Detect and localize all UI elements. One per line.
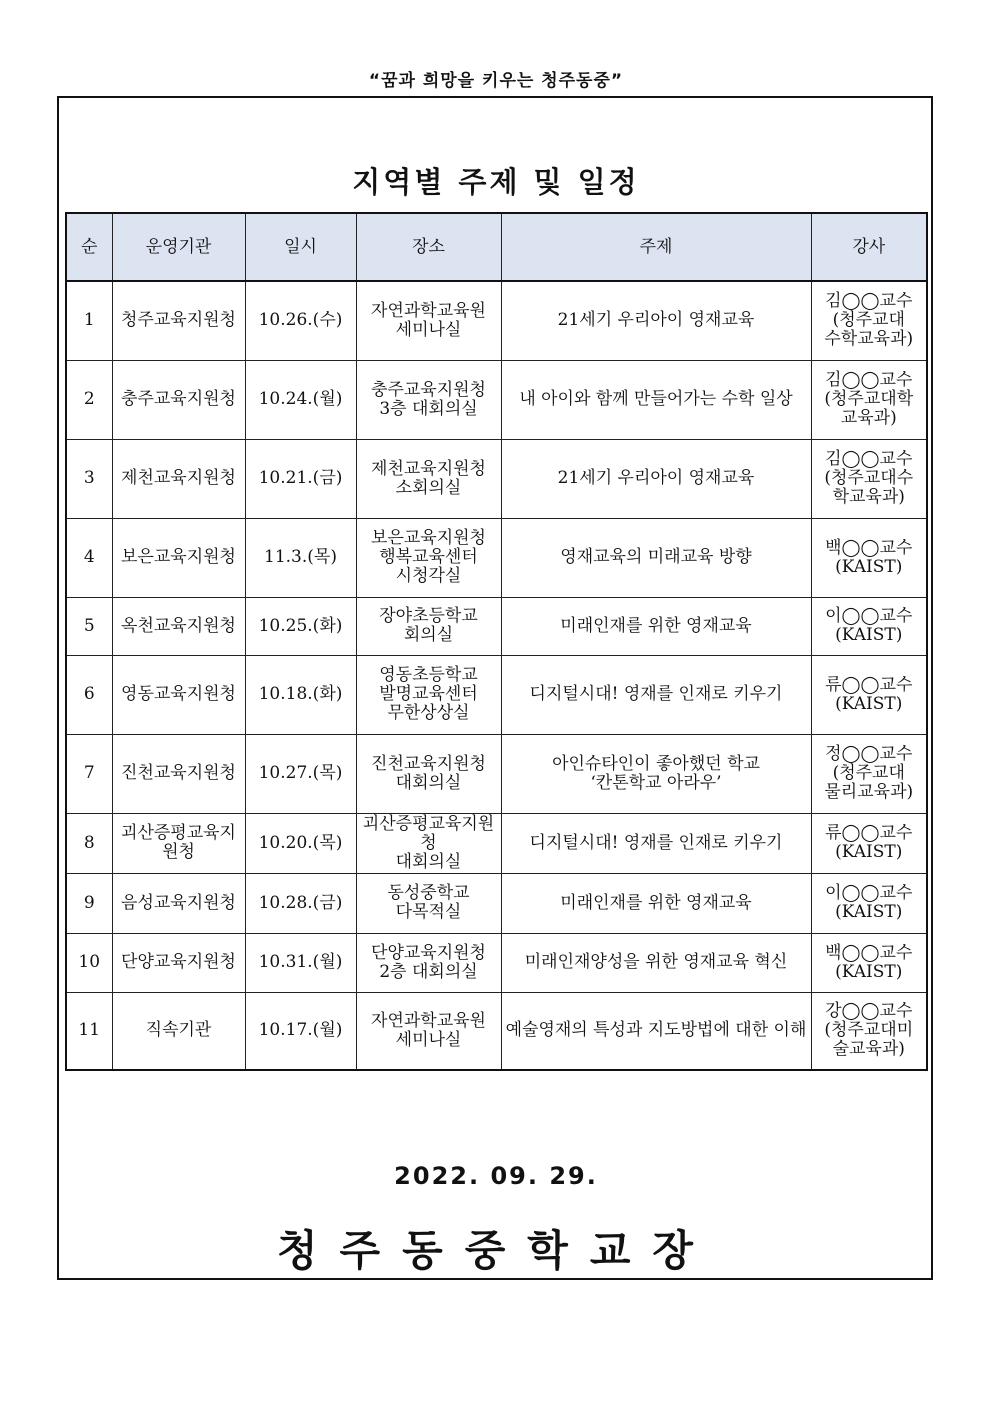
table-row (66, 360, 927, 439)
cell-place-line: 자연과학교육원 (371, 300, 486, 321)
cell-place (356, 655, 501, 734)
cell-place-line: 다목적실 (395, 902, 462, 922)
cell-lecturer-line: 이◯◯교수 (825, 883, 913, 903)
cell-lecturer (811, 933, 927, 992)
cell-org: 청주교육지원청 (112, 281, 245, 360)
cell-lecturer (811, 518, 927, 597)
cell-lecturer-line: 김◯◯교수 (825, 370, 913, 390)
cell-org: 괴산증평교육지원청 (112, 813, 245, 873)
cell-lecturer-line: 이◯◯교수 (825, 606, 913, 626)
cell-topic-line: 디지털시대! 영재를 인재로 키우기 (529, 832, 783, 853)
cell-lecturer-line: (청주교대수 (824, 468, 914, 488)
cell-place (356, 933, 501, 992)
table-row (66, 281, 927, 360)
cell-date: 10.31.(월) (245, 933, 356, 992)
cell-place-line: 발명교육센터 (379, 684, 478, 704)
cell-place-line: 괴산증평교육지원청 (362, 813, 495, 853)
cell-place-line: 회의실 (403, 625, 454, 645)
cell-no: 3 (66, 439, 112, 518)
cell-topic-line: 21세기 우리아이 영재교육 (557, 468, 755, 488)
cell-org: 옥천교육지원청 (112, 597, 245, 655)
cell-place-line: 동성중학교 (387, 883, 470, 903)
cell-lecturer-line: 물리교육과) (824, 782, 914, 802)
cell-place-line: 무한상상실 (387, 703, 470, 723)
cell-date: 10.18.(화) (245, 655, 356, 734)
table-row (66, 518, 927, 597)
col-header-lecturer: 강사 (811, 213, 927, 281)
cell-lecturer-line: 학교육과) (832, 487, 905, 507)
cell-lecturer-line: (KAIST) (835, 961, 903, 982)
cell-place-line: 세미나실 (395, 1029, 462, 1050)
cell-lecturer (811, 439, 927, 518)
cell-no: 11 (66, 992, 112, 1070)
cell-lecturer-line: 류◯◯교수 (825, 674, 913, 695)
table-row (66, 813, 927, 873)
cell-org: 직속기관 (112, 992, 245, 1070)
cell-date: 10.24.(월) (245, 360, 356, 439)
header-motto: “꿈과 희망을 키우는 청주동중” (368, 71, 624, 91)
cell-lecturer-line: (청주교대 (832, 310, 905, 331)
table-row (66, 933, 927, 992)
school-signature: 청주동중학교장 (276, 1226, 715, 1275)
cell-topic-line: 미래인재양성을 위한 영재교육 혁신 (524, 952, 788, 972)
cell-topic-line: 미래인재를 위한 영재교육 (560, 892, 752, 913)
cell-place-line: 시청각실 (395, 566, 462, 586)
cell-lecturer-line: 백◯◯교수 (825, 942, 913, 963)
cell-place-line: 대회의실 (395, 851, 462, 872)
cell-lecturer (811, 873, 927, 933)
cell-place-line: 소회의실 (395, 477, 462, 498)
cell-place-line: 제천교육지원청 (371, 458, 486, 479)
table-body (66, 281, 927, 1070)
cell-place (356, 734, 501, 813)
table-row (66, 992, 927, 1070)
cell-topic-line: 21세기 우리아이 영재교육 (557, 310, 755, 331)
cell-topic (501, 360, 811, 439)
document-date: 2022. 09. 29. (394, 1162, 598, 1190)
cell-date: 10.27.(목) (245, 734, 356, 813)
cell-date: 10.26.(수) (245, 281, 356, 360)
cell-lecturer-line: 정◯◯교수 (825, 744, 913, 764)
cell-lecturer (811, 360, 927, 439)
cell-place-line: 대회의실 (395, 772, 462, 793)
cell-place-line: 행복교육센터 (379, 547, 478, 567)
table-row (66, 734, 927, 813)
cell-org: 단양교육지원청 (112, 933, 245, 992)
cell-topic-line: 예술영재의 특성과 지도방법에 대한 이해 (505, 1020, 807, 1041)
cell-topic-line: 미래인재를 위한 영재교육 (560, 615, 752, 636)
cell-lecturer-line: 김◯◯교수 (825, 291, 913, 312)
cell-place-line: 보은교육지원청 (371, 528, 486, 548)
cell-date: 10.28.(금) (245, 873, 356, 933)
cell-place (356, 597, 501, 655)
col-header-no: 순 (66, 213, 112, 281)
cell-lecturer-line: (청주교대미 (824, 1020, 914, 1041)
cell-no: 7 (66, 734, 112, 813)
cell-no: 6 (66, 655, 112, 734)
cell-place-line: 2층 대회의실 (379, 961, 478, 982)
cell-place (356, 992, 501, 1070)
cell-lecturer-line: (KAIST) (835, 625, 903, 645)
cell-no: 8 (66, 813, 112, 873)
cell-lecturer (811, 734, 927, 813)
cell-place-line: 세미나실 (395, 319, 462, 340)
table-row (66, 439, 927, 518)
cell-lecturer (811, 655, 927, 734)
table-header-row (66, 213, 927, 281)
cell-place-line: 충주교육지원청 (371, 379, 486, 400)
cell-lecturer-line: 류◯◯교수 (825, 823, 913, 843)
cell-lecturer-line: 술교육과) (832, 1039, 905, 1060)
table-row (66, 655, 927, 734)
cell-org: 제천교육지원청 (112, 439, 245, 518)
cell-topic (501, 597, 811, 655)
cell-place-line: 단양교육지원청 (371, 942, 486, 963)
cell-topic-line: 내 아이와 함께 만들어가는 수학 일상 (519, 389, 793, 409)
col-header-date: 일시 (245, 213, 356, 281)
col-header-place: 장소 (356, 213, 501, 281)
cell-topic-line: 아인슈타인이 좋아했던 학교 (552, 753, 760, 774)
col-header-org: 운영기관 (112, 213, 245, 281)
cell-no: 1 (66, 281, 112, 360)
cell-topic (501, 992, 811, 1070)
cell-place (356, 281, 501, 360)
cell-lecturer-line: (청주교대 (832, 763, 905, 783)
cell-place-line: 장야초등학교 (379, 606, 478, 626)
cell-topic-line: 영재교육의 미래교육 방향 (560, 547, 752, 567)
table-row (66, 873, 927, 933)
schedule-table (65, 212, 928, 1071)
cell-lecturer-line: (KAIST) (835, 902, 903, 922)
cell-topic (501, 734, 811, 813)
cell-topic-line: 디지털시대! 영재를 인재로 키우기 (529, 684, 783, 704)
cell-lecturer-line: 강◯◯교수 (825, 1001, 913, 1022)
cell-lecturer-line: 김◯◯교수 (825, 449, 913, 469)
cell-lecturer-line: 수학교육과) (824, 329, 914, 350)
cell-topic (501, 518, 811, 597)
cell-topic (501, 655, 811, 734)
cell-lecturer-line: (KAIST) (835, 556, 903, 577)
cell-place-line: 영동초등학교 (379, 665, 478, 685)
cell-org: 진천교육지원청 (112, 734, 245, 813)
cell-place (356, 360, 501, 439)
cell-no: 10 (66, 933, 112, 992)
cell-no: 2 (66, 360, 112, 439)
cell-no: 9 (66, 873, 112, 933)
cell-lecturer (811, 992, 927, 1070)
cell-lecturer-line: 백◯◯교수 (825, 537, 913, 558)
cell-lecturer-line: (KAIST) (835, 842, 903, 862)
cell-date: 11.3.(목) (245, 518, 356, 597)
cell-org: 충주교육지원청 (112, 360, 245, 439)
cell-topic (501, 873, 811, 933)
cell-topic (501, 933, 811, 992)
cell-place (356, 873, 501, 933)
table-row (66, 597, 927, 655)
cell-topic (501, 281, 811, 360)
cell-date: 10.17.(월) (245, 992, 356, 1070)
cell-org: 영동교육지원청 (112, 655, 245, 734)
cell-org: 보은교육지원청 (112, 518, 245, 597)
cell-lecturer-line: (KAIST) (835, 693, 903, 714)
cell-place (356, 813, 501, 873)
cell-topic (501, 439, 811, 518)
cell-place (356, 439, 501, 518)
col-header-topic: 주제 (501, 213, 811, 281)
cell-topic (501, 813, 811, 873)
cell-date: 10.25.(화) (245, 597, 356, 655)
cell-no: 5 (66, 597, 112, 655)
cell-lecturer-line: 교육과) (840, 408, 897, 428)
cell-date: 10.21.(금) (245, 439, 356, 518)
cell-place-line: 자연과학교육원 (371, 1010, 486, 1031)
page-title: 지역별 주제 및 일정 (352, 165, 640, 199)
cell-place (356, 518, 501, 597)
cell-no: 4 (66, 518, 112, 597)
cell-date: 10.20.(목) (245, 813, 356, 873)
cell-place-line: 진천교육지원청 (371, 753, 486, 774)
cell-org: 음성교육지원청 (112, 873, 245, 933)
cell-lecturer (811, 281, 927, 360)
cell-topic-line: ‘칸톤학교 아라우’ (590, 772, 722, 793)
cell-lecturer (811, 597, 927, 655)
cell-lecturer (811, 813, 927, 873)
cell-lecturer-line: (청주교대학 (824, 389, 914, 409)
cell-place-line: 3층 대회의실 (379, 398, 478, 419)
